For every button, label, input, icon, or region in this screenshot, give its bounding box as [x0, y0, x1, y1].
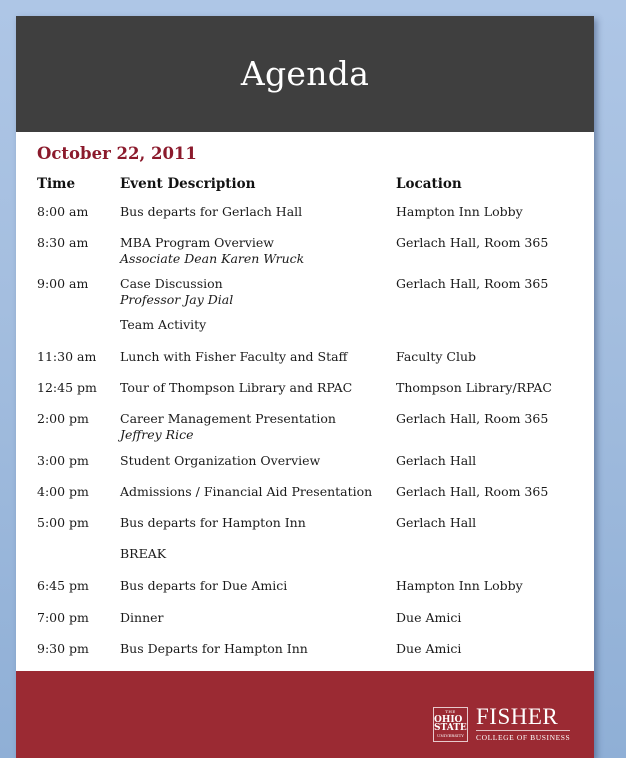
row-location: Gerlach Hall, Room 365 [396, 411, 549, 426]
row-event-title: Bus departs for Gerlach Hall [120, 204, 303, 219]
row-event [120, 204, 302, 220]
row-event-title: Team Activity [120, 317, 207, 332]
school-name: FISHER [476, 704, 559, 729]
row-time: 11:30 am [37, 349, 97, 364]
row-time: 4:00 pm [37, 484, 89, 499]
row-event-title: Admissions / Financial Aid Presentation [120, 484, 373, 499]
row-location: Gerlach Hall, Room 365 [396, 235, 549, 250]
row-event-presenter: Professor Jay Dial [120, 292, 234, 307]
row-time: 8:00 am [37, 204, 89, 219]
row-time: 6:45 pm [37, 578, 89, 593]
row-time: 5:00 pm [37, 515, 89, 530]
row-location: Hampton Inn Lobby [396, 578, 523, 593]
row-location: Faculty Club [396, 349, 476, 364]
row-location: Gerlach Hall, Room 365 [396, 276, 549, 291]
page-title: Agenda [240, 53, 370, 93]
seal-top-text: THE [445, 709, 456, 714]
agenda-page [16, 16, 594, 758]
row-event [120, 484, 372, 500]
table-header [16, 176, 594, 196]
row-time: 9:30 pm [37, 641, 89, 656]
row-event [120, 235, 304, 267]
row-location: Due Amici [396, 641, 462, 656]
row-location: Gerlach Hall [396, 453, 477, 468]
row-event [120, 546, 166, 562]
row-location: Due Amici [396, 610, 462, 625]
row-event-title: Career Management Presentation [120, 411, 336, 426]
column-header-location: Location [396, 176, 462, 192]
row-event-title: BREAK [120, 546, 167, 561]
seal-main-text: OHIO STATE [434, 715, 467, 733]
row-event-presenter: Jeffrey Rice [120, 427, 194, 442]
row-event [120, 453, 320, 469]
row-event-title: Bus departs for Hampton Inn [120, 515, 306, 530]
row-location: Gerlach Hall [396, 515, 477, 530]
row-event [120, 411, 336, 443]
header-banner [16, 16, 594, 132]
row-time: 8:30 am [37, 235, 89, 250]
column-header-event: Event Description [120, 176, 256, 192]
row-event [120, 610, 164, 626]
row-time: 9:00 am [37, 276, 89, 291]
row-event-title: Dinner [120, 610, 164, 625]
row-event-title: Case Discussion [120, 276, 223, 291]
fisher-logo [433, 706, 570, 742]
row-location: Gerlach Hall, Room 365 [396, 484, 549, 499]
row-event [120, 317, 206, 333]
row-event-title: Bus departs for Due Amici [120, 578, 288, 593]
agenda-date: October 22, 2011 [37, 144, 197, 163]
school-subtitle: COLLEGE OF BUSINESS [476, 730, 570, 742]
footer-banner [16, 671, 594, 758]
row-event-presenter: Associate Dean Karen Wruck [120, 251, 305, 266]
osu-seal [433, 707, 468, 742]
row-event-title: Tour of Thompson Library and RPAC [120, 380, 353, 395]
column-header-time: Time [37, 176, 76, 192]
row-event [120, 276, 233, 308]
row-event-title: Bus Departs for Hampton Inn [120, 641, 308, 656]
row-event [120, 641, 308, 657]
row-time: 3:00 pm [37, 453, 89, 468]
row-location: Thompson Library/RPAC [396, 380, 552, 395]
row-event-title: Lunch with Fisher Faculty and Staff [120, 349, 348, 364]
row-event-title: Student Organization Overview [120, 453, 321, 468]
row-location: Hampton Inn Lobby [396, 204, 523, 219]
row-event-title: MBA Program Overview [120, 235, 274, 250]
row-event [120, 380, 352, 396]
seal-bottom-text: UNIVERSITY [437, 733, 464, 738]
row-time: 7:00 pm [37, 610, 89, 625]
row-time: 12:45 pm [37, 380, 97, 395]
row-time: 2:00 pm [37, 411, 89, 426]
row-event [120, 515, 306, 531]
fisher-wordmark [476, 706, 570, 742]
row-event [120, 578, 287, 594]
row-event [120, 349, 347, 365]
